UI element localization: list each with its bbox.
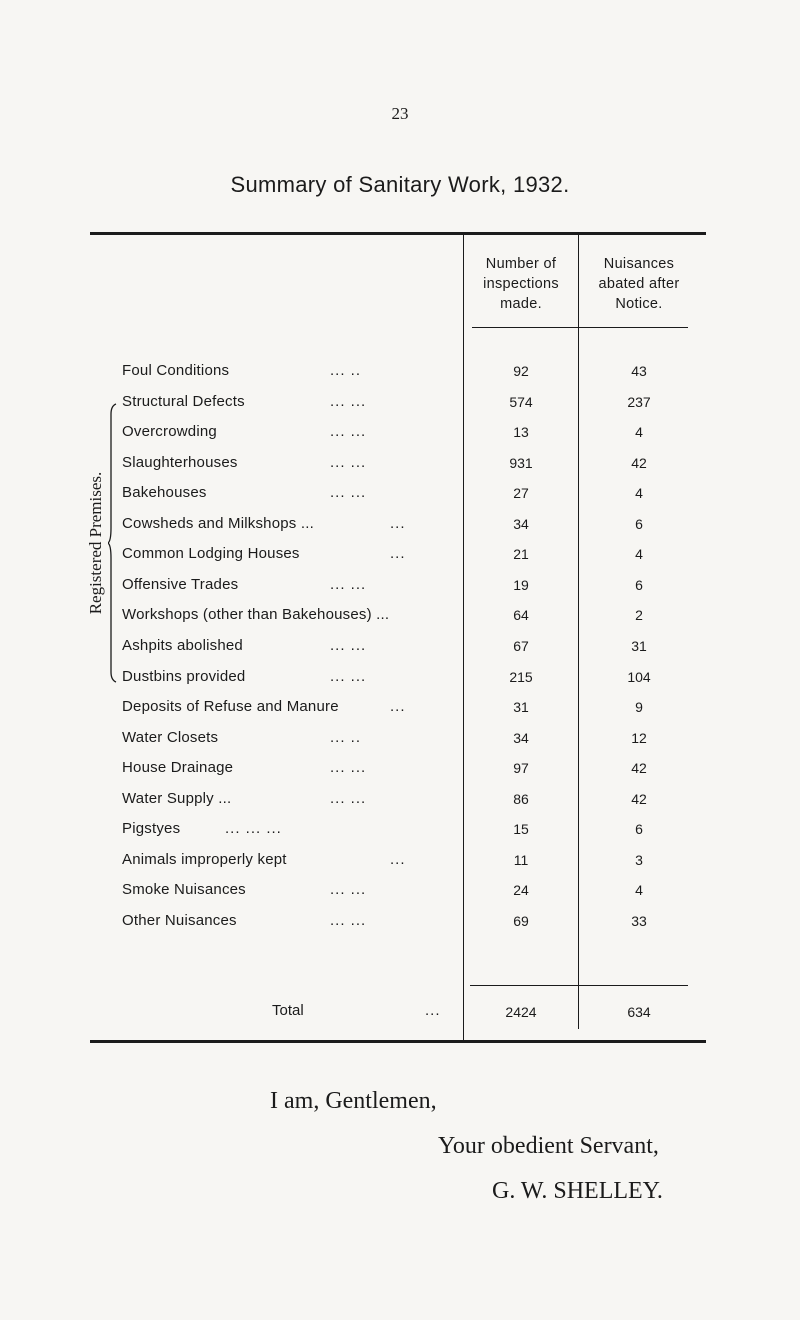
total-dots: ... <box>425 1002 441 1019</box>
row-inspections: 97 <box>513 760 529 777</box>
table-row <box>0 454 800 484</box>
table-row <box>0 393 800 423</box>
row-label: Slaughterhouses <box>122 453 238 471</box>
row-label: Deposits of Refuse and Manure <box>122 698 339 716</box>
table-row <box>0 545 800 575</box>
row-inspections: 931 <box>509 454 533 471</box>
row-label: Structural Defects <box>122 392 245 410</box>
registered-premises-label: Registered Premises. <box>86 471 105 615</box>
row-leader-dots: ... ... <box>330 911 367 929</box>
table-row <box>0 668 800 698</box>
row-inspections: 574 <box>509 393 533 410</box>
row-label: Smoke Nuisances <box>122 881 246 899</box>
row-inspections: 34 <box>513 515 529 532</box>
row-leader-dots: ... ... <box>330 453 367 471</box>
row-label: Other Nuisances <box>122 911 237 929</box>
row-abated: 6 <box>635 821 643 838</box>
row-leader-dots: ... ... <box>330 789 367 807</box>
page-number: 23 <box>391 104 409 123</box>
row-abated: 104 <box>627 668 651 685</box>
total-overline <box>470 985 688 986</box>
row-label: Ashpits abolished <box>122 636 243 654</box>
row-label: Bakehouses <box>122 484 207 502</box>
row-leader-dots: ... ... <box>330 881 367 899</box>
row-abated: 2 <box>635 607 643 624</box>
table-row <box>0 851 800 881</box>
table-row <box>0 484 800 514</box>
total-abated: 634 <box>627 1004 651 1020</box>
table-row <box>0 790 800 820</box>
table-row <box>0 576 800 606</box>
row-inspections: 27 <box>513 485 529 502</box>
total-row <box>0 1000 800 1030</box>
row-inspections: 19 <box>513 576 529 593</box>
row-label: Cowsheds and Milkshops ... <box>122 514 314 532</box>
table-row <box>0 637 800 667</box>
closing-servant: Your obedient Servant, <box>438 1133 659 1159</box>
row-leader-dots: ... .. <box>330 362 362 379</box>
row-inspections: 21 <box>513 546 529 563</box>
row-inspections: 15 <box>513 821 529 838</box>
row-inspections: 11 <box>513 851 529 868</box>
row-abated: 42 <box>631 760 647 777</box>
table-row <box>0 912 800 942</box>
row-leader-dots: ... ... <box>330 392 367 410</box>
row-leader-dots: ... ... ... <box>225 820 282 838</box>
row-abated: 6 <box>635 576 643 593</box>
header-underline <box>472 327 688 328</box>
row-leader-dots: ... ... <box>330 636 367 654</box>
row-inspections: 92 <box>513 363 529 379</box>
row-label: Dustbins provided <box>122 667 246 685</box>
row-leader-dots: ... ... <box>330 667 367 685</box>
row-abated: 12 <box>631 729 647 746</box>
table-row <box>0 698 800 728</box>
row-label: Pigstyes <box>122 820 181 838</box>
column-header-inspections: Number of inspections made. <box>483 256 559 312</box>
row-inspections: 67 <box>513 637 529 654</box>
row-inspections: 31 <box>513 699 529 716</box>
table-top-rule <box>90 232 706 235</box>
row-abated: 4 <box>635 882 643 899</box>
table-row <box>0 729 800 759</box>
row-abated: 42 <box>631 790 647 807</box>
table-row <box>0 423 800 453</box>
column-header-nuisances: Nuisances abated after Notice. <box>598 256 680 312</box>
page-title: Summary of Sanitary Work, 1932. <box>230 172 570 197</box>
closing-greeting: I am, Gentlemen, <box>270 1088 437 1114</box>
row-label: Offensive Trades <box>122 575 239 593</box>
row-label: Common Lodging Houses <box>122 545 300 563</box>
row-abated: 237 <box>627 393 651 410</box>
row-abated: 33 <box>631 912 647 929</box>
row-leader-dots: ... .. <box>330 728 362 746</box>
row-label: Foul Conditions <box>122 362 230 379</box>
row-inspections: 64 <box>513 607 529 624</box>
row-leader-dots: ... <box>390 850 406 868</box>
row-inspections: 215 <box>509 668 533 685</box>
row-inspections: 24 <box>513 882 529 899</box>
table-row <box>0 759 800 789</box>
table-bottom-rule <box>90 1040 706 1043</box>
row-leader-dots: ... ... <box>330 759 367 777</box>
row-abated: 4 <box>635 546 643 563</box>
row-label: Overcrowding <box>122 423 217 441</box>
row-abated: 4 <box>635 424 643 441</box>
row-inspections: 34 <box>513 729 529 746</box>
row-abated: 31 <box>631 637 647 654</box>
table-row <box>0 881 800 911</box>
row-leader-dots: ... <box>390 514 406 532</box>
row-abated: 42 <box>631 454 647 471</box>
row-abated: 3 <box>635 851 643 868</box>
row-label: Workshops (other than Bakehouses) ... <box>122 606 390 624</box>
row-inspections: 69 <box>513 912 529 929</box>
table-row <box>0 515 800 545</box>
row-abated: 6 <box>635 515 643 532</box>
table-row <box>0 820 800 850</box>
row-leader-dots: ... ... <box>330 575 367 593</box>
row-leader-dots: ... ... <box>330 423 367 441</box>
total-inspections: 2424 <box>505 1004 537 1020</box>
row-leader-dots: ... <box>390 545 406 563</box>
row-abated: 9 <box>635 699 643 716</box>
row-leader-dots: ... ... <box>330 484 367 502</box>
table-row <box>0 362 800 392</box>
row-leader-dots: ... <box>390 698 406 716</box>
table-row <box>0 606 800 636</box>
row-inspections: 86 <box>513 790 529 807</box>
total-label: Total <box>272 1002 304 1019</box>
row-inspections: 13 <box>513 424 529 441</box>
row-label: House Drainage <box>122 759 234 777</box>
row-abated: 43 <box>631 363 647 379</box>
row-label: Water Closets <box>122 728 219 746</box>
signature: G. W. SHELLEY. <box>492 1178 663 1204</box>
row-label: Water Supply ... <box>122 789 232 807</box>
row-abated: 4 <box>635 485 643 502</box>
row-label: Animals improperly kept <box>122 850 287 868</box>
